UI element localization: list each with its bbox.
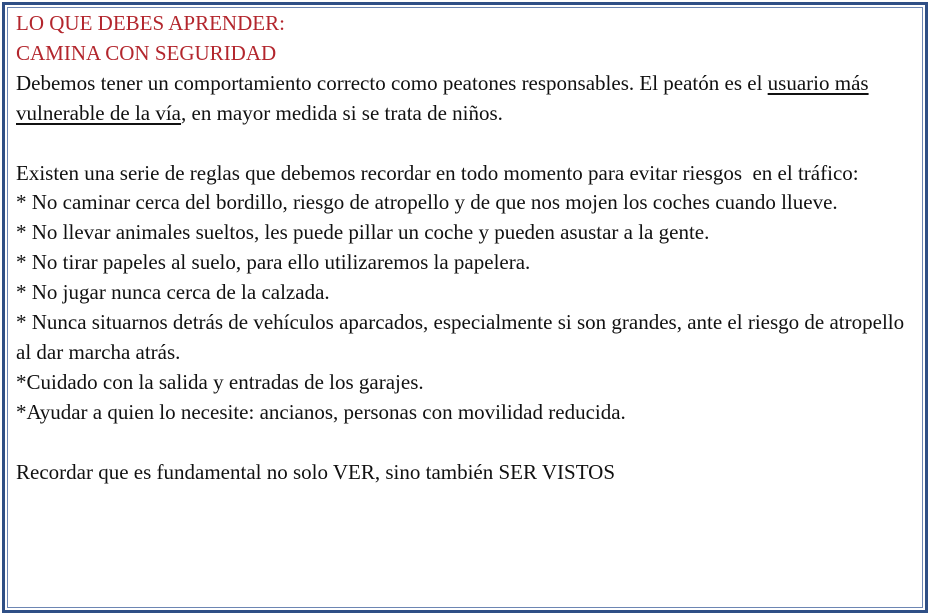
rule-item: * No jugar nunca cerca de la calzada.	[16, 280, 330, 305]
heading-line-1: LO QUE DEBES APRENDER:	[16, 11, 285, 35]
document-content	[16, 9, 916, 487]
rule-item: * No tirar papeles al suelo, para ello utilizaremos la papelera.	[16, 250, 531, 275]
rule-item: *Ayudar a quien lo necesite: ancianos, personas con movilidad reducida.	[16, 399, 626, 424]
rule-item: *Cuidado con la salida y entradas de los garajes.	[16, 369, 424, 394]
intro-paragraph	[16, 69, 916, 129]
rule-item: * Nunca situarnos detrás de vehículos aparcados, especialmente si son grandes, ante el riesgo de atropello al dar marcha atrás.	[16, 310, 905, 364]
closing-statement: Recordar que es fundamental no solo VER, sino también SER VISTOS	[16, 459, 616, 484]
rule-item: * No caminar cerca del bordillo, riesgo de atropello y de que nos mojen los coches cuando llueve.	[16, 190, 838, 215]
intro-underlined-text: usuario más vulnerable de la vía	[16, 70, 869, 125]
blank-line	[16, 129, 916, 159]
rules-intro: Existen una serie de reglas que debemos recordar en todo momento para evitar riesgos en el tráfico:	[16, 160, 859, 185]
heading-line-2: CAMINA CON SEGURIDAD	[16, 40, 277, 65]
intro-text-before: Debemos tener un comportamiento correcto como peatones responsables. El peatón es el	[16, 70, 768, 95]
rule-item: * No llevar animales sueltos, les puede pillar un coche y pueden asustar a la gente.	[16, 220, 710, 245]
intro-text-after: , en mayor medida si se trata de niños.	[181, 100, 503, 125]
blank-line	[16, 428, 916, 458]
